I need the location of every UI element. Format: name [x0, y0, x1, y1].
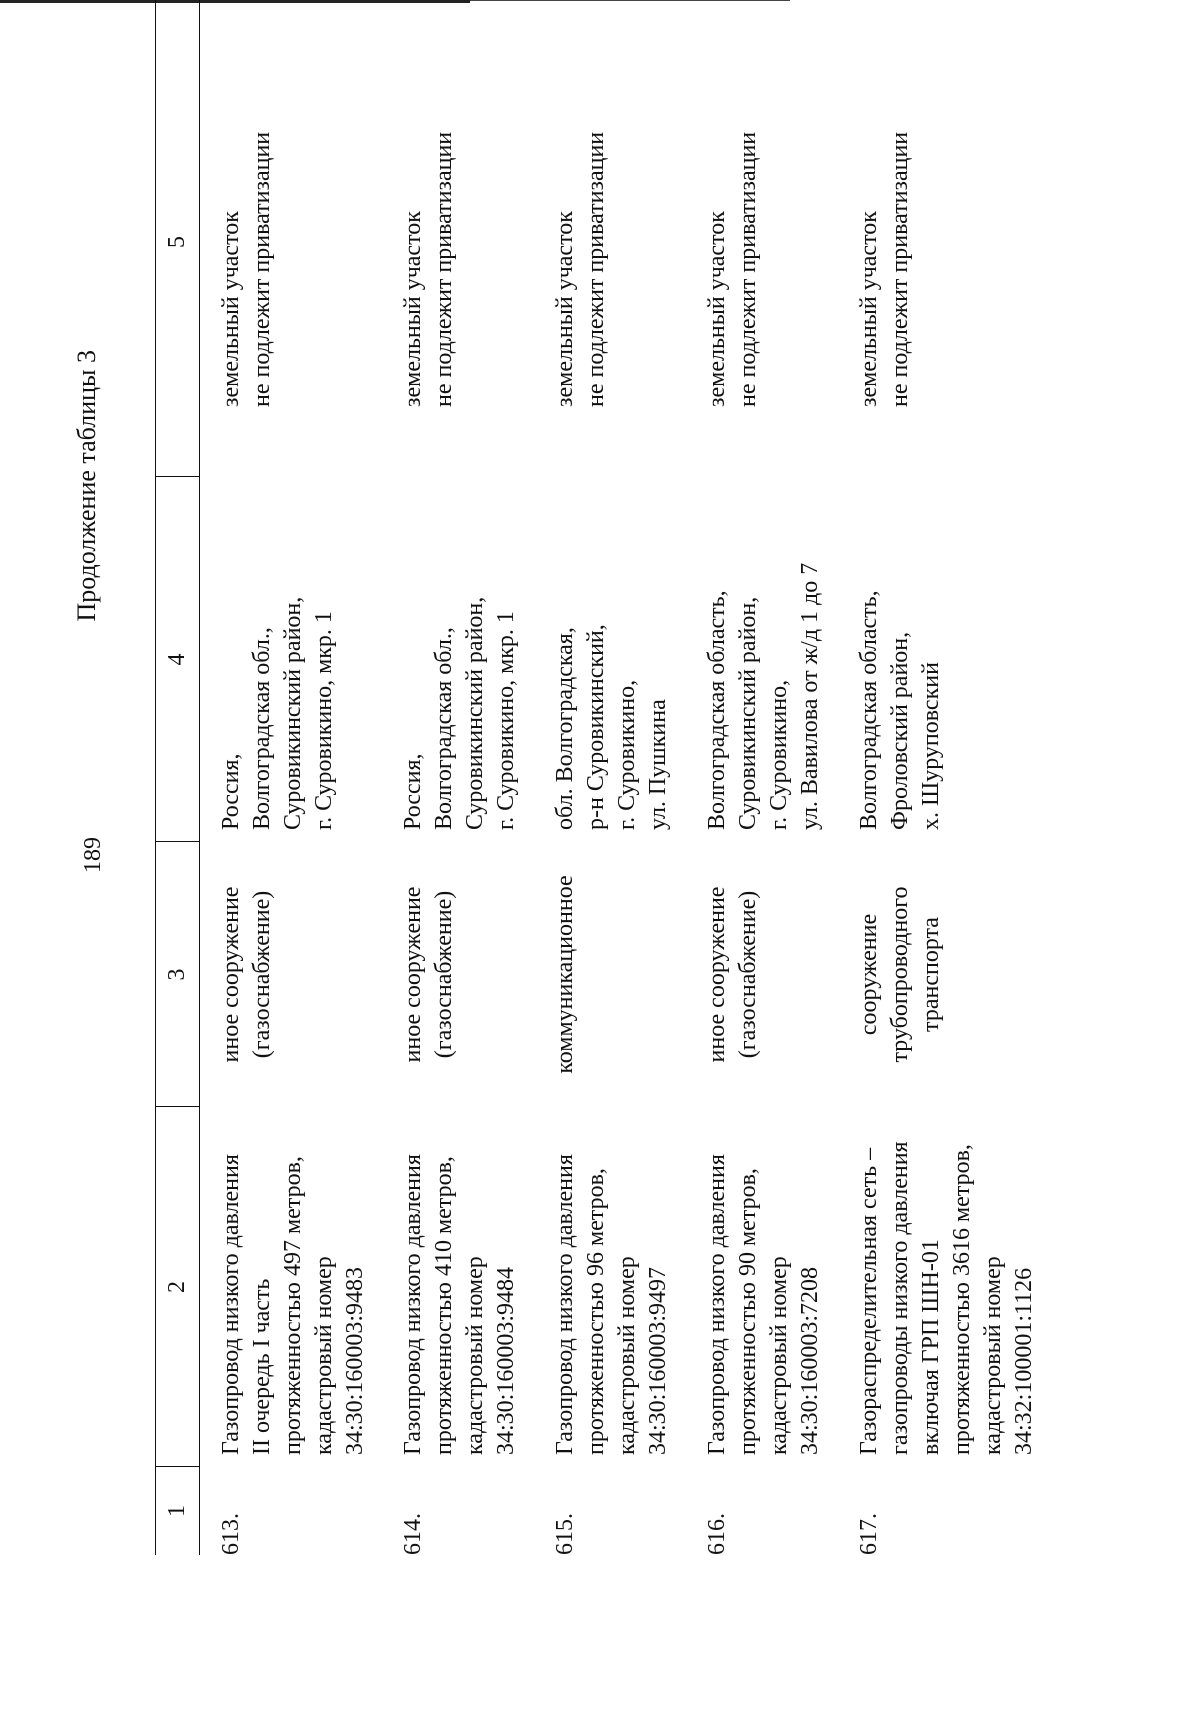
object-address: Волгоградская область, Фроловский район, х. Шуруповский — [856, 590, 944, 830]
row-number: 614. — [400, 1513, 426, 1555]
object-address: обл. Волгоградская, р-н Суровикинский, г. Суровикино, ул. Пушкина — [552, 624, 671, 830]
row-number: 613. — [218, 1513, 244, 1555]
table-row — [854, 0, 1054, 1555]
object-type: иное сооружение (газоснабжение) — [218, 886, 275, 1063]
table-row — [398, 0, 550, 1555]
object-note: земельный участок не подлежит приватизации — [400, 131, 457, 407]
object-name: Газопровод низкого давления протяженностью 90 метров, кадастровый номер 34:30:160003:7208 — [704, 1154, 823, 1455]
object-name: Газораспределительная сеть – газопроводы низкого давления включая ГРП ШН-01 протяженностью 3616 метров, кадастровый номер 34:32:100001:1126 — [856, 1141, 1037, 1455]
object-name: Газопровод низкого давления протяженностью 410 метров, кадастровый номер 34:30:160003:9484 — [400, 1154, 519, 1455]
object-note: земельный участок не подлежит приватизации — [552, 131, 609, 407]
object-type: коммуникационное — [552, 875, 578, 1074]
header-col-5: 5 — [164, 236, 190, 248]
object-type: сооружение трубопроводного транспорта — [856, 886, 944, 1063]
header-col-4: 4 — [156, 476, 199, 842]
row-number: 617. — [856, 1513, 882, 1555]
object-note: земельный участок не подлежит приватизации — [704, 131, 761, 407]
object-note: земельный участок не подлежит приватизации — [218, 131, 275, 407]
object-name: Газопровод низкого давления II очередь I часть протяженностью 497 метров, кадастровый номер 34:30:160003:9483 — [218, 1154, 368, 1455]
table-row — [550, 0, 702, 1555]
property-table — [155, 0, 1054, 1555]
table-row — [702, 0, 854, 1555]
page-number: 189 — [80, 837, 106, 873]
table-caption: Продолжение таблицы 3 — [72, 350, 101, 622]
object-address: Волгоградская область, Суровикинский район, г. Суровикино, ул. Вавилова от ж/д 1 до 7 — [704, 562, 823, 830]
header-col-3: 3 — [156, 841, 199, 1107]
table-header-row — [155, 0, 200, 1555]
object-name: Газопровод низкого давления протяженностью 96 метров, кадастровый номер 34:30:160003:9497 — [552, 1154, 671, 1455]
object-type: иное сооружение (газоснабжение) — [400, 886, 457, 1063]
row-number: 615. — [552, 1513, 578, 1555]
header-col-1: 1 — [156, 1466, 199, 1555]
object-address: Россия, Волгоградская обл., Суровикинский район, г. Суровикино, мкр. 1 — [400, 596, 519, 830]
object-address: Россия, Волгоградская обл., Суровикинский район, г. Суровикино, мкр. 1 — [218, 596, 337, 830]
header-col-2: 2 — [156, 1106, 199, 1467]
table-row — [216, 0, 398, 1555]
row-number: 616. — [704, 1513, 730, 1555]
object-type: иное сооружение (газоснабжение) — [704, 886, 761, 1063]
object-note: земельный участок не подлежит приватизации — [856, 131, 913, 407]
